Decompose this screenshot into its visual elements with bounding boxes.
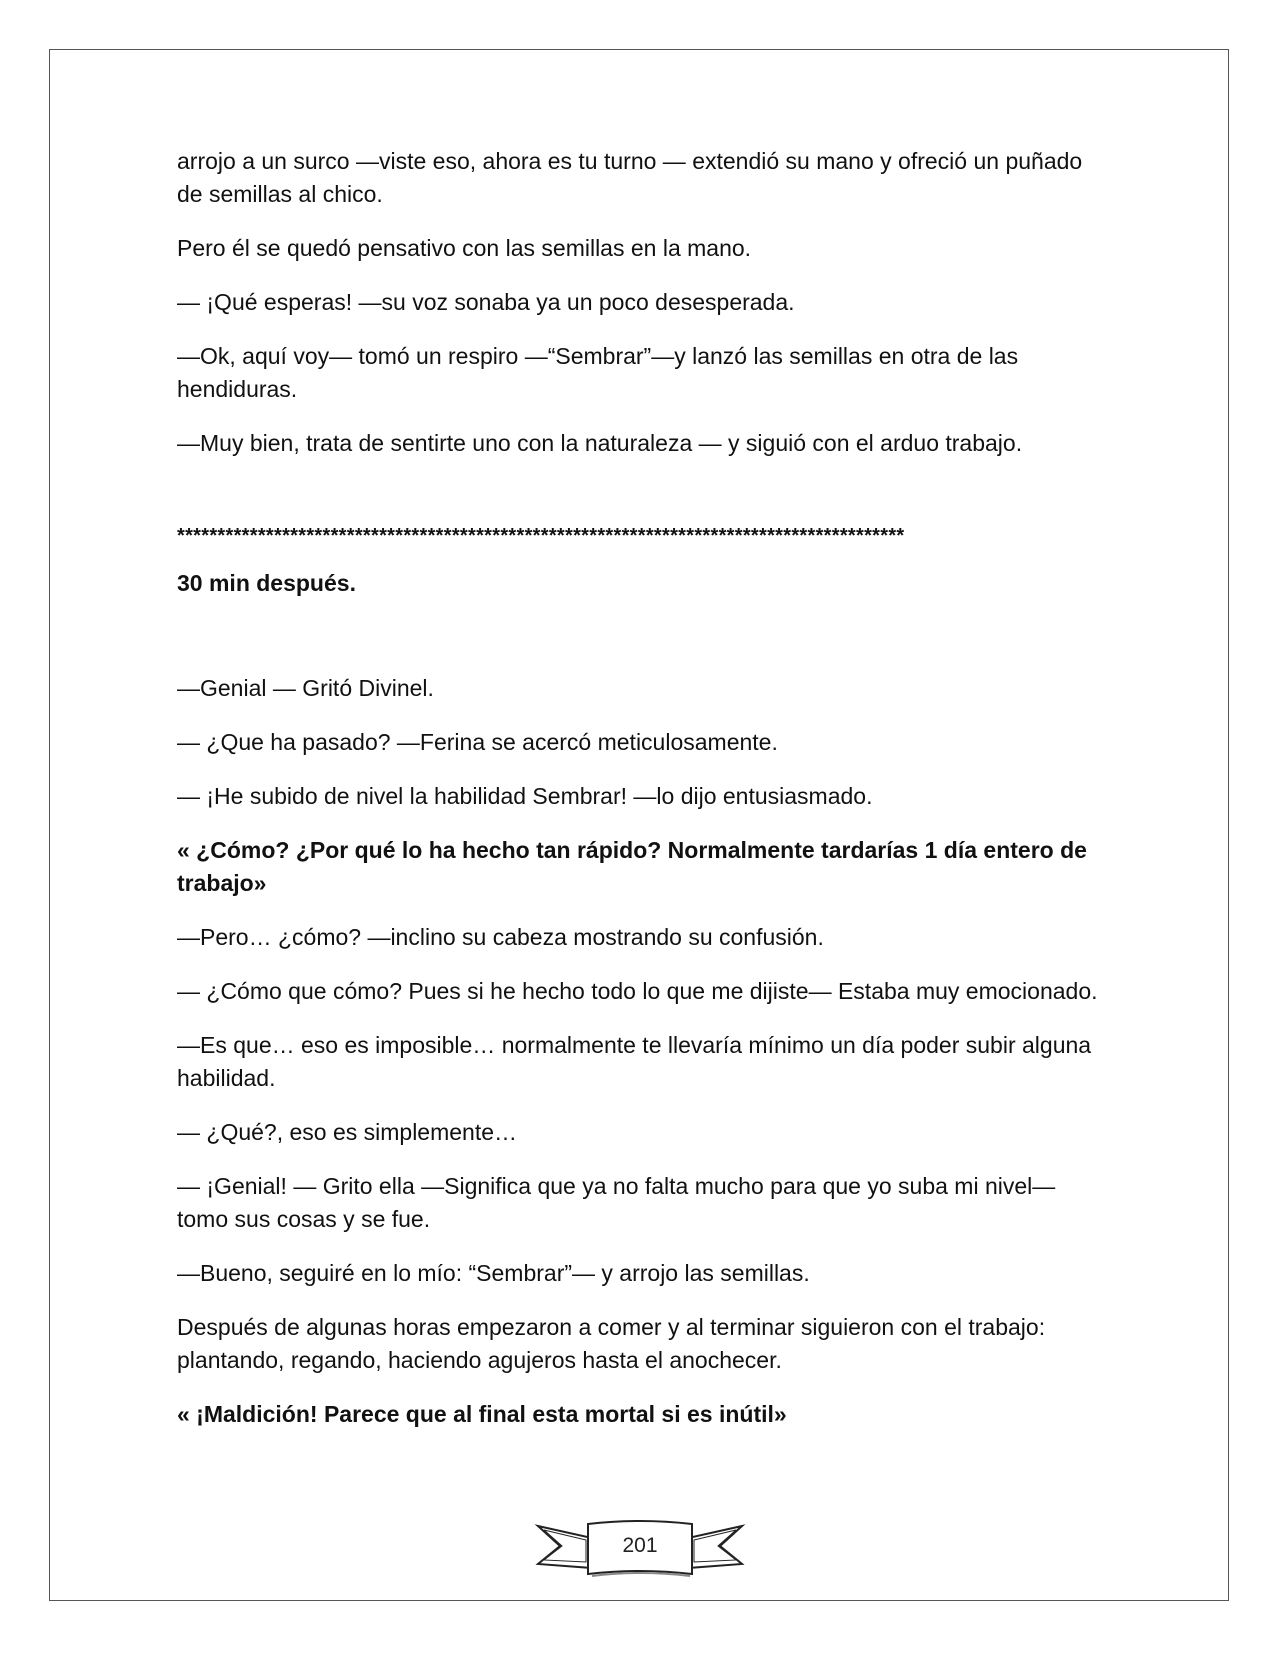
paragraph: —Muy bien, trata de sentirte uno con la naturaleza — y siguió con el arduo trabajo. (177, 430, 1023, 456)
paragraph: —Pero… ¿cómo? —inclino su cabeza mostrando su confusión. (177, 924, 824, 950)
page-number: 201 (622, 1534, 658, 1557)
paragraph: —Es que… eso es imposible… normalmente te llevaría mínimo un día poder subir alguna habilidad. (177, 1032, 1092, 1091)
paragraph: Pero él se quedó pensativo con las semillas en la mano. (177, 235, 752, 261)
paragraph: — ¿Qué?, eso es simplemente… (177, 1119, 518, 1145)
page-body (177, 145, 1107, 1452)
paragraph: —Genial — Gritó Divinel. (177, 675, 434, 701)
paragraph: arrojo a un surco —viste eso, ahora es tu turno — extendió su mano y ofreció un puñado de semillas al chico. (177, 148, 1083, 207)
scene-separator: ****************************************************************************************** (177, 525, 905, 547)
paragraph: —Ok, aquí voy— tomó un respiro —“Sembrar”—y lanzó las semillas en otra de las hendiduras. (177, 343, 1019, 402)
paragraph: — ¿Cómo que cómo? Pues si he hecho todo lo que me dijiste— Estaba muy emocionado. (177, 978, 1098, 1004)
section-heading: 30 min después. (177, 570, 356, 596)
page-number-banner (530, 1516, 750, 1584)
inner-thought: « ¿Cómo? ¿Por qué lo ha hecho tan rápido? Normalmente tardarías 1 día entero de trabajo» (177, 837, 1087, 896)
paragraph: —Bueno, seguiré en lo mío: “Sembrar”— y arrojo las semillas. (177, 1260, 810, 1286)
inner-thought: « ¡Maldición! Parece que al final esta mortal si es inútil» (177, 1401, 787, 1427)
paragraph: — ¡Qué esperas! —su voz sonaba ya un poco desesperada. (177, 289, 795, 315)
paragraph: — ¡Genial! — Grito ella —Significa que ya no falta mucho para que yo suba mi nivel— tomo sus cosas y se fue. (177, 1173, 1056, 1232)
paragraph: — ¿Que ha pasado? —Ferina se acercó meticulosamente. (177, 729, 778, 755)
paragraph: — ¡He subido de nivel la habilidad Sembrar! —lo dijo entusiasmado. (177, 783, 873, 809)
paragraph: Después de algunas horas empezaron a comer y al terminar siguieron con el trabajo: plantando, regando, haciendo agujeros hasta el anochecer. (177, 1314, 1046, 1373)
